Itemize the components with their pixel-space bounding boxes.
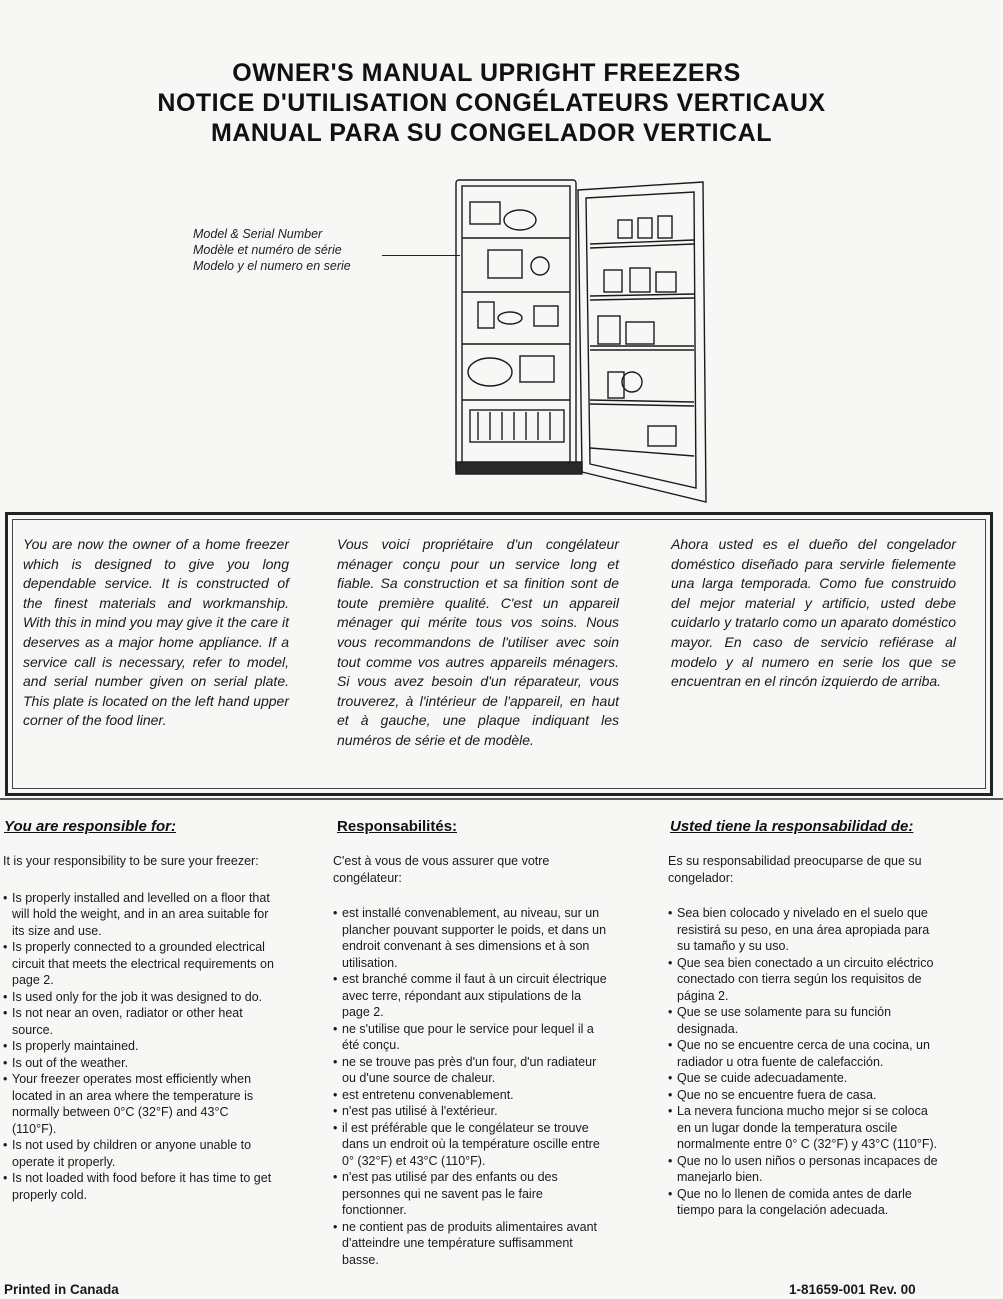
list-item: • n'est pas utilisé à l'extérieur. [333,1103,608,1120]
responsibility-column-spanish [668,853,943,1219]
model-label-french: Modèle et numéro de série [193,243,342,257]
list-item: • La nevera funciona mucho mejor si se coloca en un lugar donde la temperatura oscile normalmente entre 0° C (32°F) y 43°C (110°F). [668,1103,943,1153]
intro-french: Vous voici propriétaire d'un congélateur ménager conçu pour un service long et fiable. Sa construction et sa finition sont de toute première qualité. C'est un appareil ménager qui mérite tous vos soins. Nous vous recommandons de l'utiliser avec soin tout comme vos autres appareils ménagers. Si vous avez besoin d'un réparateur, vous trouverez, à l'intérieur de l'appareil, en haut et à gauche, une plaque indiquant les numéros de série et de modèle. [337,536,619,748]
title-french: NOTICE D'UTILISATION CONGÉLATEURS VERTICAUX [157,89,826,117]
list-item: • est installé convenablement, au niveau, sur un plancher pouvant supporter le poids, et dans un endroit convenant à ses dimensions et à son utilisation. [333,905,608,971]
list-item: • Que no se encuentre fuera de casa. [668,1087,943,1104]
title-block [0,58,1003,148]
list-item: • Que se cuide adecuadamente. [668,1070,943,1087]
list-item: • Que se use solamente para su función designada. [668,1004,943,1037]
introduction-box [5,512,993,796]
list-item: • Is properly connected to a grounded electrical circuit that meets the electrical requirements on page 2. [3,939,276,989]
list-item: • Is not near an oven, radiator or other heat source. [3,1005,276,1038]
list-item: • Is out of the weather. [3,1055,276,1072]
upright-freezer-illustration [448,176,718,512]
list-item: • Is used only for the job it was designed to do. [3,989,276,1006]
list-item: • Que no lo llenen de comida antes de darle tiempo para la congelación adecuada. [668,1186,943,1219]
responsibility-list-french [333,905,608,1268]
list-item: • Que sea bien conectado a un circuito eléctrico conectado con tierra según los requisitos de página 2. [668,955,943,1005]
list-item: • est entretenu convenablement. [333,1087,608,1104]
list-item: • est branché comme il faut à un circuit électrique avec terre, répondant aux stipulations de la page 2. [333,971,608,1021]
responsibility-lead-spanish: Es su responsabilidad preocuparse de que su congelador: [668,854,922,885]
list-item: • Is not loaded with food before it has time to get properly cold. [3,1170,276,1203]
printed-in-canada: Printed in Canada [4,1282,119,1297]
responsibility-lead-french: C'est à vous de vous assurer que votre congélateur: [333,854,550,885]
list-item: • Que no lo usen niños o personas incapaces de manejarlo bien. [668,1153,943,1186]
list-item: • Is properly installed and levelled on a floor that will hold the weight, and in an area suitable for its size and use. [3,890,276,940]
section-divider [0,798,1003,800]
list-item: • ne contient pas de produits alimentaires avant d'atteindre une température suffisamment basse. [333,1219,608,1269]
model-label-spanish: Modelo y el numero en serie [193,259,351,273]
responsibility-heading-english: You are responsible for: [4,818,176,835]
responsibility-list-english [3,890,276,1204]
responsibility-column-french [333,853,608,1268]
part-number: 1-81659-001 Rev. 00 [789,1282,916,1297]
list-item: • Is properly maintained. [3,1038,276,1055]
responsibility-list-spanish [668,905,943,1219]
intro-spanish: Ahora usted es el dueño del congelador doméstico diseñado para servirle fielemente una larga temporada. Como fue construido del mejor material y artificio, usted debe cuidarlo y tratarlo como un aparato doméstico mayor. En caso de servicio refiérase al modelo y al numero en serie los que se encuentran en el rincón izquierdo de arriba. [671,536,956,690]
responsibility-heading-spanish: Usted tiene la responsabilidad de: [670,818,914,835]
responsibility-lead-english: It is your responsibility to be sure your freezer: [3,854,259,868]
list-item: • Your freezer operates most efficiently when located in an area where the temperature is normally between 0°C (32°F) and 43°C (110°F). [3,1071,276,1137]
responsibility-heading-french: Responsabilités: [337,818,458,835]
list-item: • n'est pas utilisé par des enfants ou des personnes qui ne savent pas le faire fonctionner. [333,1169,608,1219]
list-item: • ne se trouve pas près d'un four, d'un radiateur ou d'une source de chaleur. [333,1054,608,1087]
model-label-english: Model & Serial Number [193,227,323,241]
intro-english: You are now the owner of a home freezer which is designed to give you long dependable service. It is constructed of the finest materials and workmanship. With this in mind you may give it the care it deserves as a major home appliance. If a service call is necessary, refer to model, and serial number given on serial plate. This plate is located on the left hand upper corner of the food liner. [23,536,289,729]
list-item: • Is not used by children or anyone unable to operate it properly. [3,1137,276,1170]
title-english: OWNER'S MANUAL UPRIGHT FREEZERS [232,59,741,87]
list-item: • Sea bien colocado y nivelado en el suelo que resistirá su peso, en una área apropiada para su tamaño y su uso. [668,905,943,955]
responsibility-column-english [3,853,276,1203]
title-spanish: MANUAL PARA SU CONGELADOR VERTICAL [211,119,772,147]
list-item: • il est préférable que le congélateur se trouve dans un endroit où la température oscille entre 0° (32°F) et 43°C (110°F). [333,1120,608,1170]
list-item: • ne s'utilise que pour le service pour lequel il a été conçu. [333,1021,608,1054]
list-item: • Que no se encuentre cerca de una cocina, un radiador u otra fuente de calefacción. [668,1037,943,1070]
model-serial-callout [193,226,351,274]
